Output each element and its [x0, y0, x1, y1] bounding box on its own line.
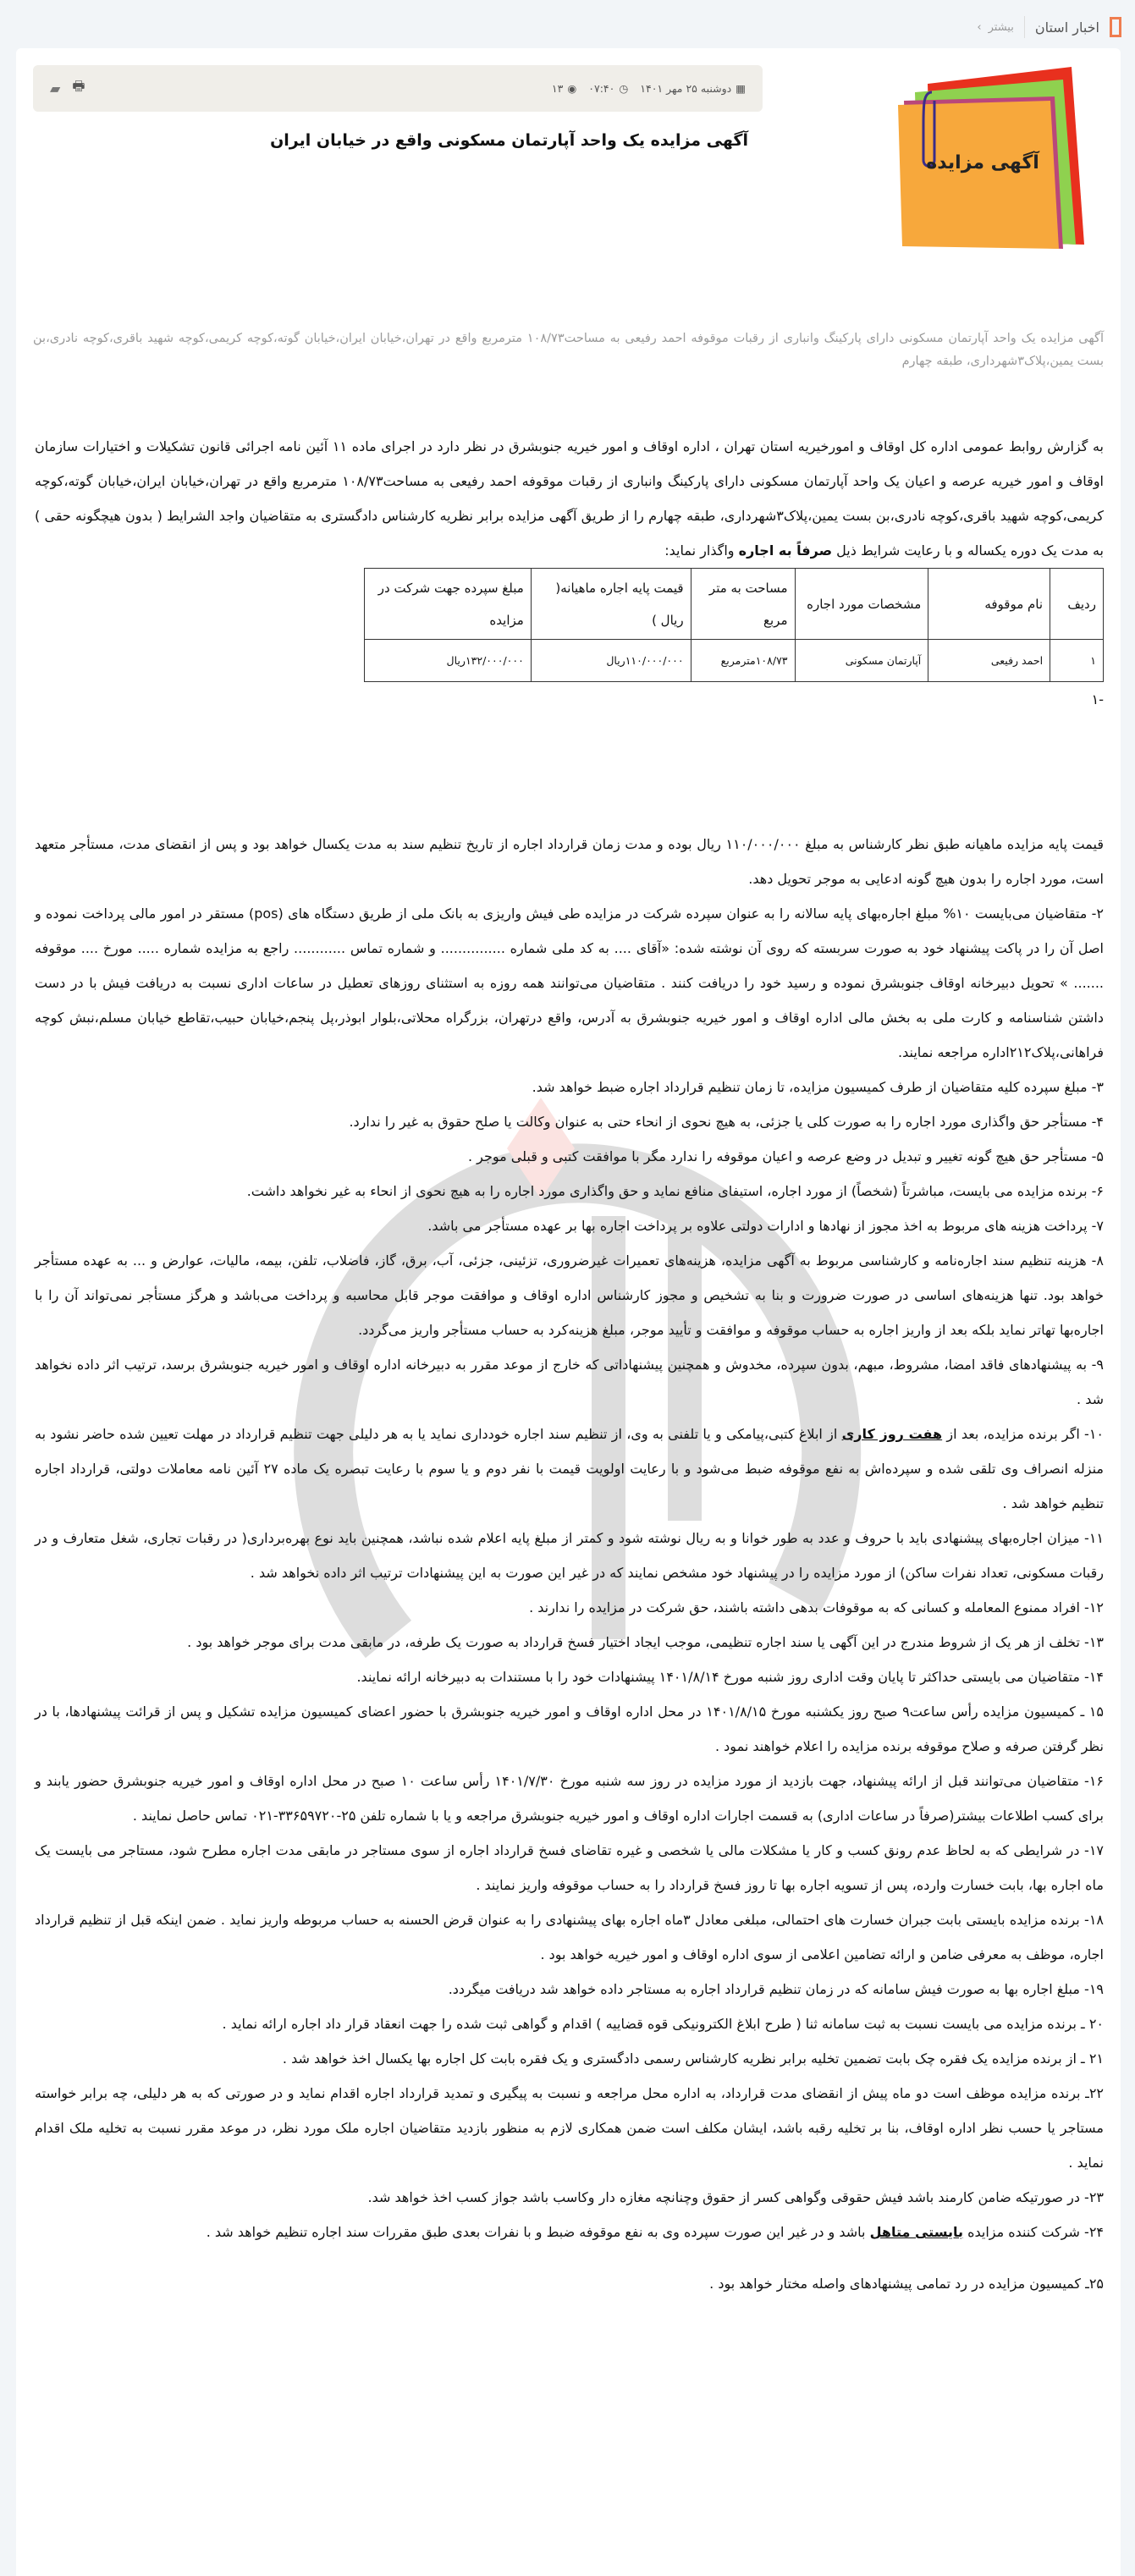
cell: احمد رفیعی — [928, 640, 1050, 682]
article-card — [16, 48, 1121, 2576]
section-header — [14, 12, 1121, 42]
condition-item: ۸- هزینه تنظیم سند اجاره‌نامه و کارشناسی مربوط به آگهی مزایده، هزینه‌های تعمیرات غیرضروری، تزئینی، جزئی، آب، برق، گاز، فاضلاب، تلفن، بیمه، مالیات، عوارض و ... به عهده مستأجر خواهد بود. تنها هزینه‌های اساسی در صورت ضرورت و بنا به تشخیص و مجوز کارشناس اداره اوقاف و موافقت موجر قابل محاسبه و پرداخت می‌باشد و هرگز مستأجر نمی‌تواند آن را با اجاره‌بها تهاتر نماید بلکه بعد از واریز اجاره به حساب موقوفه و موافقت و تأیید موجر، مبلغ هزینه‌کرد به حساب مستأجر واریز می‌گردد. — [35, 1252, 1104, 1338]
article-body — [35, 429, 1104, 2301]
condition-item: ۱۶- متقاضیان می‌توانند قبل از ارائه پیشنهاد، جهت بازدید از مورد مزایده در روز سه شنبه مورخ ۱۴۰۱/۷/۳۰ رأس ساعت ۱۰ صبح در محل اداره اوقاف و امور خیریه جنوبشرق حضور یابند و برای کسب اطلاعات بیشتر(صرفاً در ساعات اداری) به قسمت اجارات اداره اوقاف و امور خیریه جنوبشرق مراجعه و یا با شماره تلفن ۲۵-۳۳۶۵۹۷۲۰-۰۲۱ تماس حاصل نمایند . — [35, 1773, 1105, 1824]
section-title[interactable]: اخبار استان — [1034, 19, 1099, 36]
condition-item: ۲۵ـ کمیسیون مزایده در رد تمامی پیشنهادهای واصله مختار خواهد بود . — [709, 2276, 1104, 2292]
item-bold: هفت روز کاری — [841, 1426, 943, 1442]
cell: ۱ — [1050, 640, 1104, 682]
condition-item: ۱۱- میزان اجاره‌بهای پیشنهادی باید با حروف و عدد به طور خوانا و به ریال نوشته شود و کمتر از مبلغ پایه اعلام شده نباشد، همچنین باید نوع بهره‌برداری( در رقبات تجاری، شغل متعارف و در رقبات مسکونی، تعداد نفرات ساکن) از مورد مزایده را در پیشنهاد خود مشخص نمایند که در غیر این صورت به این پیشنهادات ترتیب اثر داده نخواهد شد . — [35, 1530, 1104, 1581]
condition-item: ۱۹- مبلغ اجاره بها به صورت فیش سامانه که در زمان تنظیم قرارداد اجاره به مستاجر داده خواهد شد دریافت میگردد. — [448, 1981, 1104, 1997]
condition-item: ۴- مستأجر حق واگذاری مورد اجاره را به صورت کلی یا جزئی، به هیچ نحوی از انحاء حتی به عنوان وکالت یا صلح حقوق به غیر را ندارد. — [349, 1114, 1104, 1130]
section-marker-icon — [1110, 17, 1121, 37]
condition-item: ۲۲ـ برنده مزایده موظف است دو ماه پیش از انقضای مدت قرارداد، به اداره محل مراجعه و نسبت به پیگیری و تمدید قرارداد اجاره اقدام نماید و در صورتی که به هر دلیلی، چه برابر خواسته مستاجر یا حسب نظر اداره اوقاف، بنا بر تخلیه رقبه باشد، ایشان مکلف است ضمن همکاری لازم به منظور بازدید متقاضیان اجاره ملک مورد نظر، در موعد مقرر نسبت به تخلیه ملک اقدام نماید . — [35, 2085, 1104, 2171]
condition-item: ۳- مبلغ سپرده کلیه متقاضیان از طرف کمیسیون مزایده، تا زمان تنظیم قرارداد اجاره ضبط خواهد شد. — [532, 1079, 1104, 1095]
condition-item: ۲۱ ـ از برنده مزایده یک فقره چک بابت تضمین تخلیه برابر نظریه کارشناس رسمی دادگستری و یک فقره بابت کل اجاره بها یکسال اخذ خواهد شد . — [282, 2050, 1104, 2067]
item-text: ۲۴- شرکت کننده مزایده — [963, 2224, 1104, 2240]
condition-item: ۶- برنده مزایده می بایست، مباشرتاً (شخصاً) از مورد اجاره، استیفای منافع نماید و حق واگذاری مورد اجاره را به هیچ نحوی از انحاء به غیر نخواهد داشت. — [246, 1183, 1104, 1199]
condition-item-10 — [35, 1417, 1104, 1521]
intro-end: واگذار نماید: — [664, 542, 739, 559]
more-label: بیشتر — [988, 20, 1014, 34]
publish-time: ۰۷:۴۰ — [588, 82, 615, 95]
intro-paragraph — [35, 429, 1104, 568]
col-header: مساحت به متر مربع — [691, 569, 795, 640]
col-header: نام موقوفه — [928, 569, 1050, 640]
cell: ۱۱۰/۰۰۰/۰۰۰ریال — [531, 640, 691, 682]
condition-item: ۲۳- در صورتیکه ضامن کارمند باشد فیش حقوقی وگواهی کسر از حقوق وچنانچه مغازه دار وکاسب باشد جواز کسب اخذ خواهد شد. — [367, 2189, 1104, 2205]
divider — [1024, 16, 1025, 38]
col-header: مشخصات مورد اجاره — [795, 569, 928, 640]
condition-item: ۱۲- افراد ممنوع المعامله و کسانی که به موقوفات بدهی داشته باشند، حق شرکت در مزایده را ندارند . — [529, 1599, 1104, 1616]
intro-text: به گزارش روابط عمومی اداره کل اوقاف و امورخیریه استان تهران ، اداره اوقاف و امور خیریه جنوبشرق در نظر دارد در اجرای ماده ۱۱ آئین نامه اجرائی قانون تشکیلات و اختیارات سازمان اوقاف و امور خیریه عرصه و اعیان یک واحد آپارتمان مسکونی دارای پارکینگ وانباری از رقبات موقوفه احمد رفیعی به مساحت۱۰۸/۷۳ مترمربع واقع در تهران،خیابان ایران،خیابان گوته،کوچه کریمی،کوچه شهید باقری،کوچه نادری،بن بست یمین،پلاک۳شهرداری، طبقه چهارم را از طریق آگهی مزایده برابر نظریه کارشناس دادگستری به متقاضیان واجد الشرایط ( بدون هیچگونه حقی ) به مدت یک دوره یکساله و با رعایت شرایط ذیل — [35, 438, 1104, 559]
folder-icon[interactable]: ▰ — [50, 80, 61, 96]
condition-item: قیمت پایه مزایده ماهیانه طبق نظر کارشناس به مبلغ ۱۱۰/۰۰۰/۰۰۰ ریال بوده و مدت زمان قرارداد اجاره از تاریخ تنظیم سند به مدت یکسال خواهد بود و پس از انقضای مدت، مستأجر متعهد است، مورد اجاره را بدون هیچ گونه ادعایی به موجر تحویل دهد. — [35, 836, 1104, 887]
condition-item: ۲- متقاضیان می‌بایست ۱۰% مبلغ اجاره‌بهای پایه سالانه را به عنوان سپرده شرکت در مزایده طی فیش واریزی به بانک ملی از طریق دستگاه های (pos) مستقر در امور مالی پرداخت نموده و اصل آن را در پاکت پیشنهاد خود به صورت سربسته که روی آن نوشته شده: «آقای .... به کد ملی شماره ............... و شماره تماس ............ راجع به مزایده شماره ..... مورخ .... موقوفه ....... » تحویل دبیرخانه اوقاف جنوبشرق نموده و رسید خود را دریافت کنند . متقاضیان می‌توانند همه روزه به استثنای روزهای تعطیل در ساعات اداری نسبت به دریافت فیش با در دست داشتن شناسنامه و کارت ملی به بخش مالی اداره اوقاف و امور خیریه جنوبشرق به آدرس، واقع درتهران، بزرگراه محلاتی،بلوار ابوذر،پل پنجم،خیابان حبیب،تقاطع خیابان مسلم،نبش کوچه فراهانی،پلاک۲۱۲اداره مراجعه نمایند. — [35, 905, 1105, 1060]
thumb-label: آگهی مزایده — [926, 152, 1039, 173]
item-1-marker: -۱ — [1091, 691, 1104, 707]
condition-item: ۱۷- در شرایطی که به لحاظ عدم رونق کسب و کار یا مشکلات مالی یا شخصی و غیره تقاضای فسخ قرارداد اجاره از سوی مستاجر در مابقی مدت اجاره مطرح شود، مستاجر می بایست یک ماه اجاره بها، بابت خسارت وارده، پس از تسویه اجاره بها تا روز فسخ قرارداد را به حساب موقوفه واریز نمایند . — [35, 1842, 1104, 1893]
eye-icon: ◉ — [567, 82, 577, 95]
item-text: از ابلاغ کتبی،پیامکی و یا تلفنی به وی، از تنظیم سند اجاره خودداری نماید یا به هر دلیلی جهت تنظیم قرارداد در مهلت تعیین شده حاضر نشود به منزله انصراف وی تلقی شده و سپرده‌اش به نفع موقوفه ضبط می‌شود و با رعایت اولویت قیمت با نفر دوم و یا سوم با رعایت تبصره یک ماده ۲۷ آئین نامه معاملات دولتی، قرارداد اجاره تنظیم خواهد شد . — [35, 1426, 1105, 1511]
condition-item: ۹- به پیشنهادهای فاقد امضا، مشروط، مبهم، بدون سپرده، مخدوش و همچنین پیشنهاداتی که خارج از موعد مقرر به دبیرخانه اداره اوقاف و امور خیریه جنوبشرق برسد، ترتیب اثر داده نخواهد شد . — [35, 1357, 1104, 1407]
article-title: آگهی مزایده یک واحد آپارتمان مسکونی واقع در خیابان ایران — [270, 131, 748, 150]
condition-item: ۱۸- برنده مزایده بایستی بابت جبران خسارت های احتمالی، مبلغی معادل ۳ماه اجاره بهای پیشنهادی را به عنوان قرض الحسنه به حساب مربوطه واریز نماید . ضمن اینکه قبل از تنظیم قرارداد اجاره، موظف به معرفی ضامن و ارائه تضامین اعلامی از سوی اداره اوقاف و امور خیریه خواهد بود . — [35, 1912, 1104, 1962]
table-row — [365, 640, 1104, 682]
col-header: قیمت پایه اجاره ماهیانه( ریال ) — [531, 569, 691, 640]
col-header: ردیف — [1050, 569, 1104, 640]
item-bold: بایستی متاهل — [869, 2224, 963, 2240]
publish-date: دوشنبه ۲۵ مهر ۱۴۰۱ — [640, 82, 732, 95]
chevron-icon: › — [977, 20, 982, 34]
clock-icon: ◷ — [619, 82, 629, 95]
condition-item: ۵- مستأجر حق هیچ گونه تغییر و تبدیل در وضع عرصه و اعیان موقوفه را ندارد مگر با موافقت کتبی و قبلی موجر . — [467, 1148, 1104, 1164]
auction-table — [364, 568, 1104, 682]
condition-item: ۱۳- تخلف از هر یک از شروط مندرج در این آگهی یا سند اجاره تنظیمی، موجب ایجاد اختیار فسخ قرارداد به صورت یک طرفه، در مابقی مدت برای موجر خواهد بود . — [187, 1634, 1104, 1650]
view-count: ۱۳ — [551, 82, 564, 95]
condition-item: ۱۵ ـ کمیسیون مزایده رأس ساعت۹ صبح روز یکشنبه مورخ ۱۴۰۱/۸/۱۵ در محل اداره اوقاف و امور خیریه جنوبشرق با حضور اعضای کمیسیون مزایده تشکیل و پس از قرائت پیشنهادها، با در نظر گرفتن صرفه و صلاح موقوفه برنده مزایده را اعلام خواهند نمود . — [35, 1704, 1105, 1754]
condition-item-24 — [35, 2215, 1104, 2249]
article-thumbnail — [894, 67, 1088, 249]
condition-item: ۲۰ ـ برنده مزایده می بایست نسبت به ثبت سامانه ثنا ( طرح ابلاغ الکترونیکی قوه قضاییه ) اقدام و گواهی ثبت شده را جهت انعقاد قرار داد اجاره ارائه نماید . — [222, 2016, 1104, 2032]
intro-bold: صرفاً به اجاره — [738, 542, 833, 559]
article-meta-bar — [33, 65, 763, 112]
article-lead: آگهی مزایده یک واحد آپارتمان مسکونی دارای پارکینگ وانباری از رقبات موقوفه احمد رفیعی به مساحت۱۰۸/۷۳ مترمربع واقع در تهران،خیابان ایران،خیابان گوته،کوچه کریمی،کوچه شهید باقری،کوچه نادری،بن بست یمین،پلاک۳شهرداری، طبقه چهارم — [33, 332, 1104, 368]
condition-item: ۷- پرداخت هزینه های مربوط به اخذ مجوز از نهادها و ادارات دولتی علاوه بر پرداخت اجاره بها بر عهده مستأجر می باشد. — [427, 1218, 1104, 1234]
col-header: مبلغ سپرده جهت شرکت در مزایده — [365, 569, 532, 640]
cell: ۱۳۲/۰۰۰/۰۰۰ریال — [365, 640, 532, 682]
table-header-row — [365, 569, 1104, 640]
item-text: ۱۰- اگر برنده مزایده، بعد از — [942, 1426, 1105, 1442]
cell: آپارتمان مسکونی — [795, 640, 928, 682]
item-text: باشد و در غیر این صورت سپرده وی به نفع موقوفه ضبط و با نفرات بعدی طبق مقررات سند اجاره تنظیم خواهد شد . — [206, 2224, 870, 2240]
more-link[interactable] — [977, 21, 1013, 34]
print-icon[interactable]: 🖶 — [72, 78, 85, 94]
cell: ۱۰۸/۷۳مترمربع — [691, 640, 795, 682]
condition-item: ۱۴- متقاضیان می بایستی حداکثر تا پایان وقت اداری روز شنبه مورخ ۱۴۰۱/۸/۱۴ پیشنهادات خود را با مستندات به دبیرخانه ارائه نمایند. — [356, 1669, 1104, 1685]
calendar-icon: ▦ — [736, 82, 746, 95]
